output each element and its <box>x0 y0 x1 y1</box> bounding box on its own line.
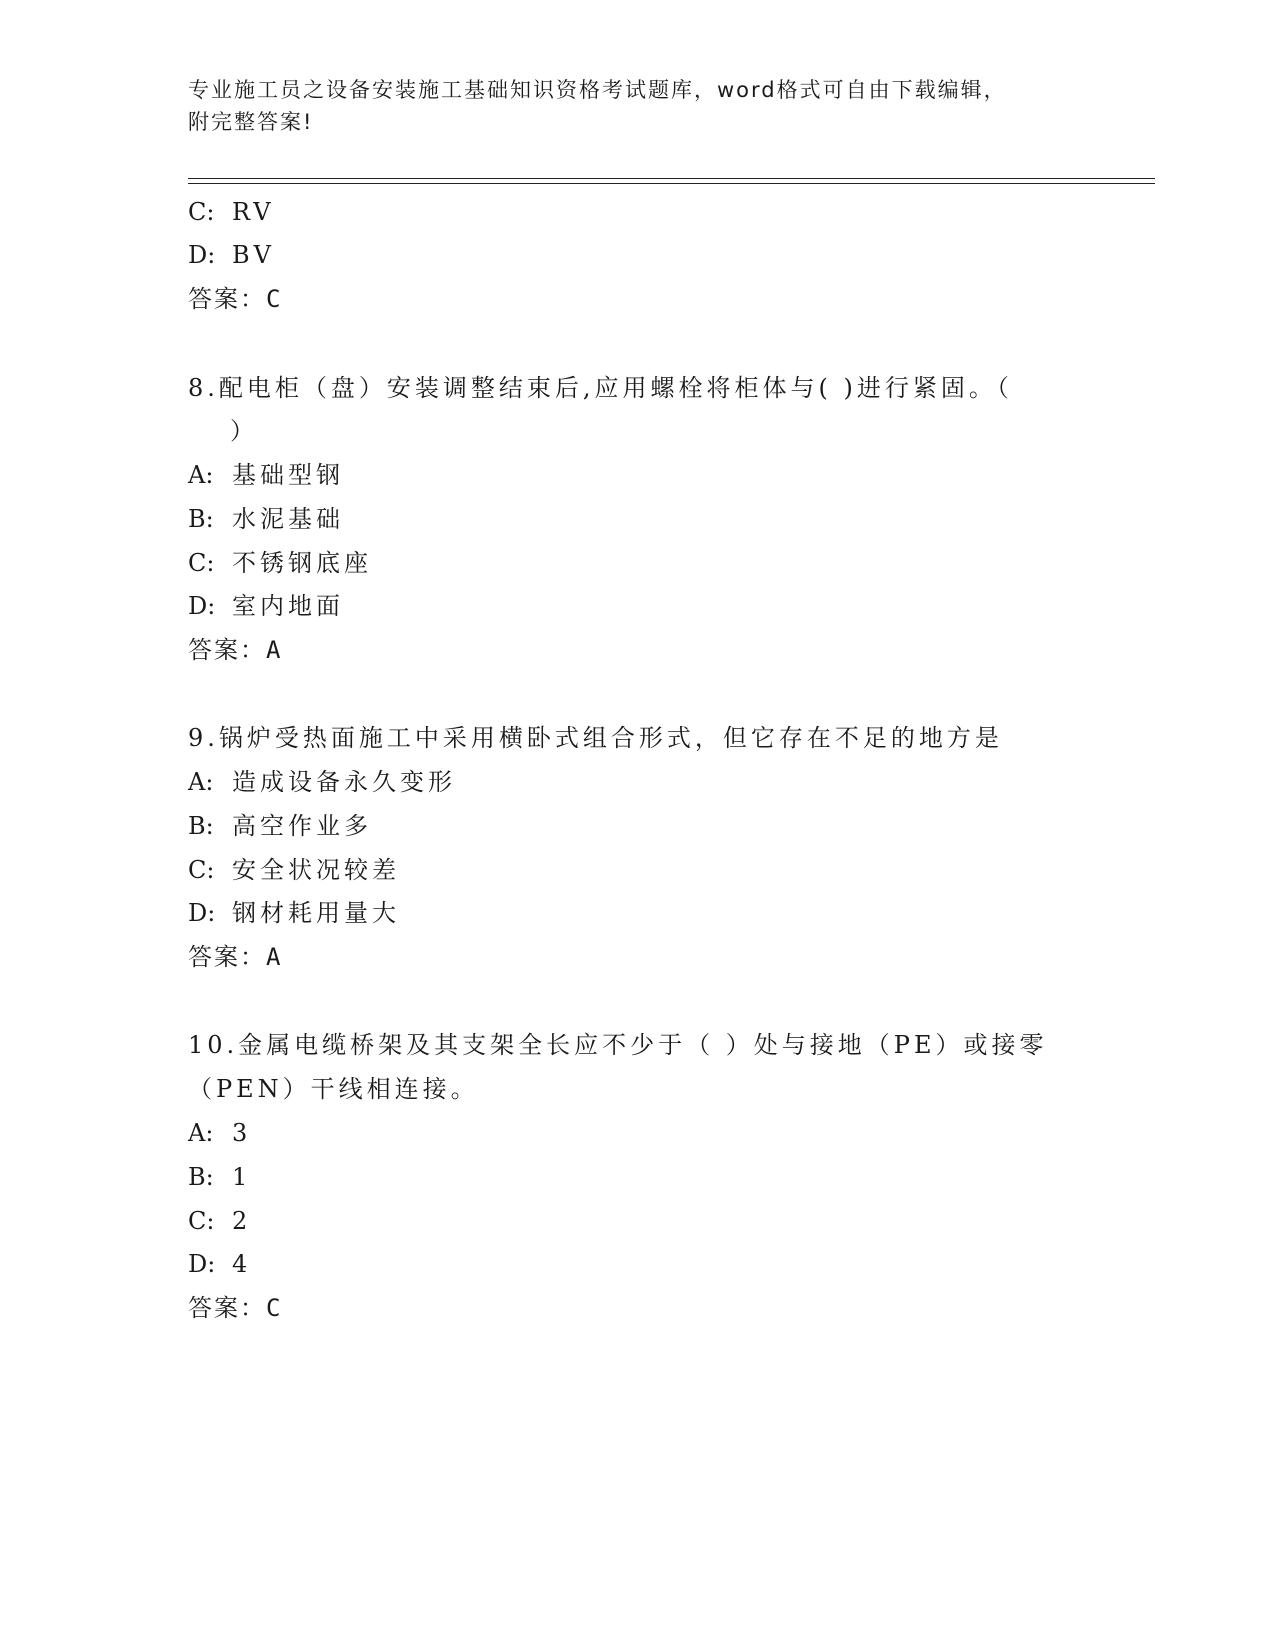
option-text: 1 <box>232 1163 252 1191</box>
option-text: 水泥基础 <box>232 505 344 533</box>
question-text-continued: ） <box>230 417 258 445</box>
option-key: C: <box>188 549 215 577</box>
option-item <box>188 1162 251 1192</box>
question-text: 9.锅炉受热面施工中采用横卧式组合形式，但它存在不足的地方是 <box>188 724 1003 752</box>
option-key: C: <box>188 198 215 226</box>
answer-value: A <box>266 943 283 971</box>
option-key: A: <box>188 1119 214 1147</box>
option-item <box>188 504 344 534</box>
option-key: D: <box>188 592 216 620</box>
option-item <box>188 811 372 841</box>
option-item <box>188 548 372 578</box>
option-item <box>188 1206 251 1236</box>
option-item <box>188 460 344 490</box>
option-key: D: <box>188 1250 216 1278</box>
question-text: 8.配电柜（盘）安装调整结束后,应用螺栓将柜体与( )进行紧固。（ <box>188 374 1013 402</box>
option-text: 不锈钢底座 <box>232 549 372 577</box>
option-key: B: <box>188 505 214 533</box>
option-key: B: <box>188 1163 214 1191</box>
answer-label: 答案： <box>188 943 266 971</box>
answer-label: 答案： <box>188 1294 266 1322</box>
page-header <box>188 74 1068 138</box>
header-divider-top <box>188 178 1155 179</box>
option-item <box>188 197 275 227</box>
option-item <box>188 1249 251 1279</box>
answer-label: 答案： <box>188 636 266 664</box>
option-key: B: <box>188 812 214 840</box>
option-item <box>188 898 400 928</box>
question-text: 10.金属电缆桥架及其支架全长应不少于（ ）处与接地（PE）或接零 <box>188 1031 1048 1059</box>
option-text: 高空作业多 <box>232 812 372 840</box>
option-item <box>188 855 400 885</box>
question-text-continued: （PEN）干线相连接。 <box>188 1075 479 1103</box>
option-text: 2 <box>232 1207 252 1235</box>
option-text: 室内地面 <box>232 592 344 620</box>
header-line-1: 专业施工员之设备安装施工基础知识资格考试题库，word格式可自由下载编辑， <box>188 78 1007 102</box>
answer-value: A <box>266 636 283 664</box>
option-key: D: <box>188 899 216 927</box>
answer-line <box>188 1293 282 1323</box>
option-text: 安全状况较差 <box>232 856 400 884</box>
answer-value: C <box>266 285 283 313</box>
option-item <box>188 767 456 797</box>
option-key: A: <box>188 461 214 489</box>
option-item <box>188 1118 251 1148</box>
option-item <box>188 240 275 270</box>
answer-line <box>188 284 282 314</box>
option-key: C: <box>188 856 215 884</box>
option-text: 钢材耗用量大 <box>232 899 400 927</box>
answer-line <box>188 942 282 972</box>
answer-label: 答案： <box>188 285 266 313</box>
header-divider-bottom <box>188 183 1155 184</box>
option-key: D: <box>188 241 216 269</box>
option-text: 造成设备永久变形 <box>232 768 456 796</box>
option-key: A: <box>188 768 214 796</box>
answer-line <box>188 635 282 665</box>
option-key: C: <box>188 1207 215 1235</box>
option-text: 基础型钢 <box>232 461 344 489</box>
option-item <box>188 591 344 621</box>
option-text: RV <box>232 198 275 226</box>
option-text: 3 <box>232 1119 252 1147</box>
answer-value: C <box>266 1294 283 1322</box>
header-line-2: 附完整答案! <box>188 110 314 134</box>
option-text: 4 <box>232 1250 252 1278</box>
option-text: BV <box>232 241 275 269</box>
